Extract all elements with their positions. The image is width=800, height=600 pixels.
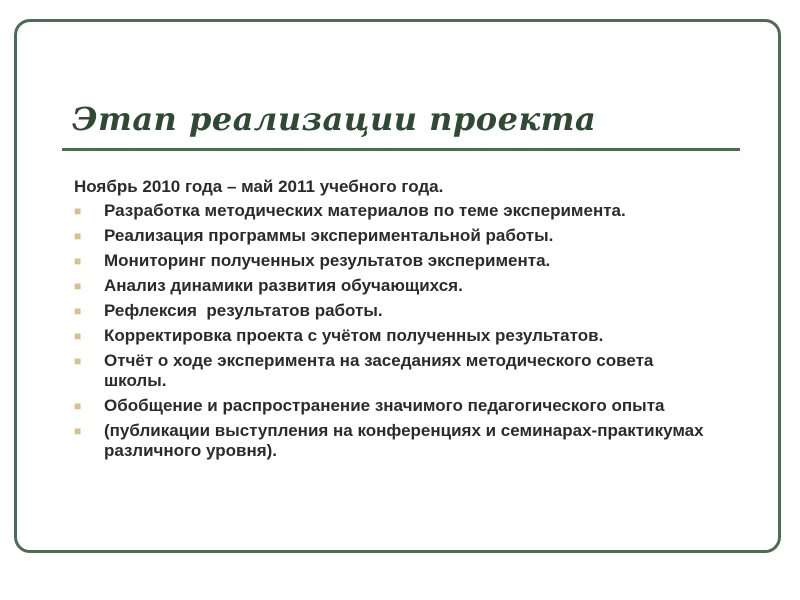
- list-item-text: Мониторинг полученных результатов эксперимента.: [104, 251, 551, 270]
- list-item-text: Анализ динамики развития обучающихся.: [104, 276, 463, 295]
- slide-title: Этап реализации проекта: [72, 100, 597, 138]
- title-underline: [62, 148, 740, 151]
- list-item: [74, 301, 714, 321]
- bullet-list: [74, 201, 714, 461]
- bullet-icon: ■: [74, 254, 82, 268]
- bullet-icon: ■: [74, 399, 82, 413]
- list-item-text: (публикации выступления на конференциях и семинарах-практикумах различного уровня).: [104, 421, 704, 460]
- list-item: [74, 201, 714, 221]
- list-item-text: Разработка методических материалов по теме эксперимента.: [104, 201, 626, 220]
- list-item-text: Реализация программы экспериментальной работы.: [104, 226, 554, 245]
- bullet-icon: ■: [74, 229, 82, 243]
- list-item-text: Обобщение и распространение значимого педагогического опыта: [104, 396, 665, 415]
- list-item: [74, 396, 714, 416]
- bullet-icon: ■: [74, 304, 82, 318]
- list-item: [74, 251, 714, 271]
- list-item: [74, 226, 714, 246]
- bullet-icon: ■: [74, 279, 82, 293]
- bullet-icon: ■: [74, 424, 82, 438]
- list-item-text: Корректировка проекта с учётом полученных результатов.: [104, 326, 604, 345]
- list-item: [74, 276, 714, 296]
- bullet-icon: ■: [74, 329, 82, 343]
- bullet-icon: ■: [74, 204, 82, 218]
- slide-content: [74, 177, 714, 466]
- list-item: [74, 351, 714, 391]
- list-item-text: Отчёт о ходе эксперимента на заседаниях методического совета школы.: [104, 351, 654, 390]
- list-item-text: Рефлексия результатов работы.: [104, 301, 383, 320]
- intro-text: Ноябрь 2010 года – май 2011 учебного года.: [74, 177, 444, 196]
- list-item: [74, 326, 714, 346]
- list-item: [74, 421, 714, 461]
- bullet-icon: ■: [74, 354, 82, 368]
